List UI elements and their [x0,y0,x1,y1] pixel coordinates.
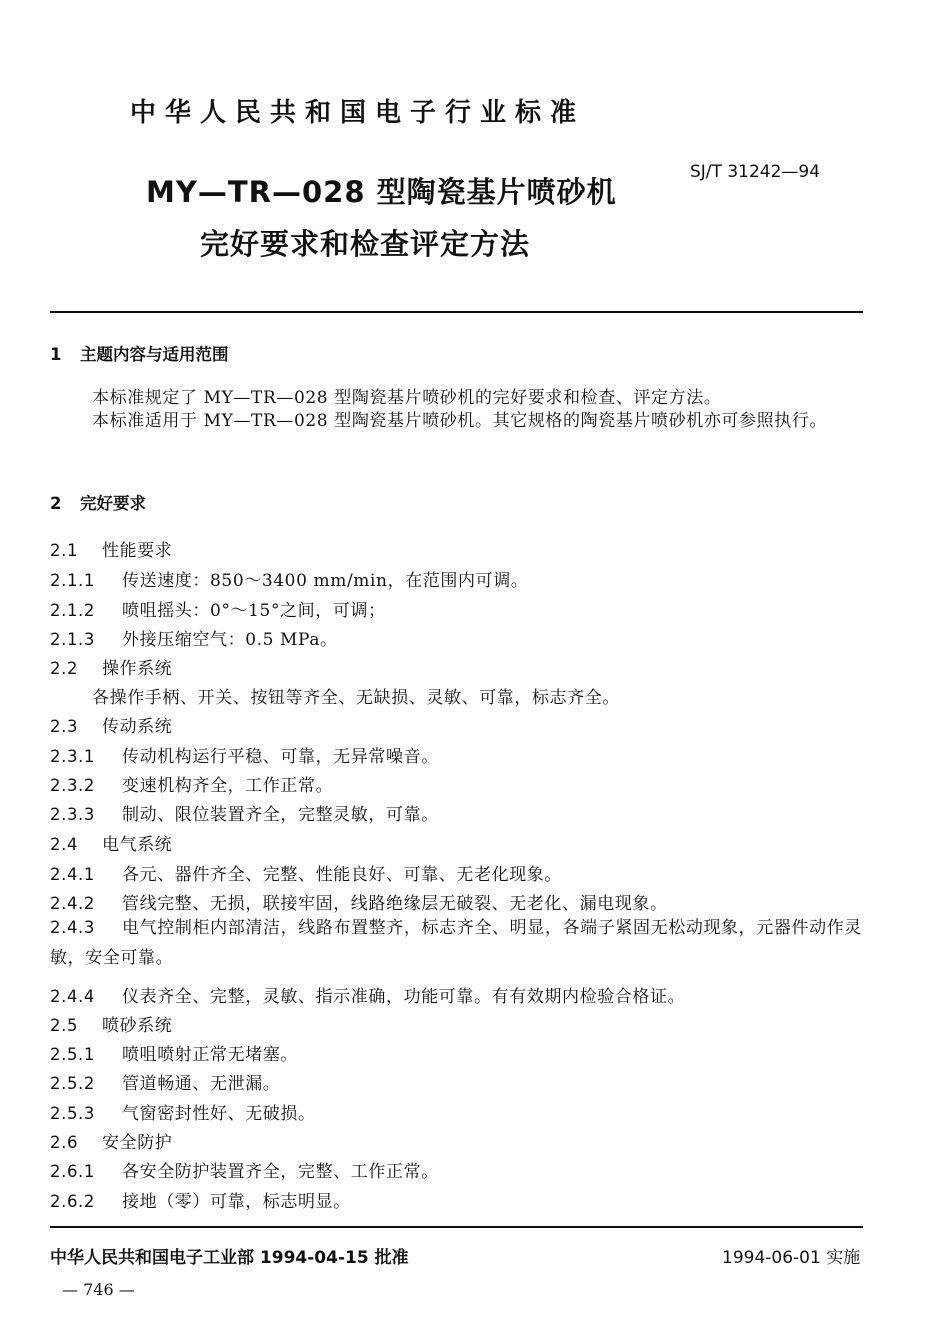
clause-2-1-1: 2.1.1 传送速度：850～3400 mm/min，在范围内可调。 [50,571,529,591]
footer-divider [50,1226,863,1228]
clause-2-4-4: 2.4.4 仪表齐全、完整，灵敏、指示准确，功能可靠。有有效期内检验合格证。 [50,987,686,1007]
clause-2-4-3: 2.4.3 电气控制柜内部清洁，线路布置整齐，标志齐全、明显，各端子紧固无松动现象，元器件动作灵敏，安全可靠。 [50,918,862,968]
clause-2-3: 2.3 传动系统 [50,717,173,737]
clause-2-5: 2.5 喷砂系统 [50,1016,173,1036]
section-title: 主题内容与适用范围 [80,345,229,364]
section-title: 完好要求 [80,494,146,513]
section-number: 1 [50,345,62,364]
clause-2-6: 2.6 安全防护 [50,1133,173,1153]
clause-2-5-3: 2.5.3 气窗密封性好、无破损。 [50,1104,316,1124]
section-number: 2 [50,494,62,513]
clause-2-5-2: 2.5.2 管道畅通、无泄漏。 [50,1074,281,1094]
clause-2-6-1: 2.6.1 各安全防护装置齐全，完整、工作正常。 [50,1162,439,1182]
clause-2-4-1: 2.4.1 各元、器件齐全、完整、性能良好、可靠、无老化现象。 [50,865,562,885]
clause-2-4: 2.4 电气系统 [50,835,173,855]
clause-2-3-1: 2.3.1 传动机构运行平稳、可靠，无异常噪音。 [50,747,439,767]
clause-2-5-1: 2.5.1 喷咀喷射正常无堵塞。 [50,1045,298,1065]
standard-banner: 中华人民共和国电子行业标准 [130,98,586,128]
section-1-paragraph-1: 本标准规定了 MY—TR—028 型陶瓷基片喷砂机的完好要求和检查、评定方法。 [92,388,722,408]
clause-2-1-3: 2.1.3 外接压缩空气：0.5 MPa。 [50,630,338,650]
standard-code: SJ/T 31242—94 [690,162,821,182]
approval-line: 中华人民共和国电子工业部 1994-04-15 批准 [50,1248,409,1268]
section-1-heading [50,341,229,365]
clause-2-4-2: 2.4.2 管线完整、无损，联接牢固，线路绝缘层无破裂、无老化、漏电现象。 [50,894,668,914]
clause-2-3-3: 2.3.3 制动、限位装置齐全，完整灵敏，可靠。 [50,805,439,825]
effective-date: 1994-06-01 实施 [722,1248,861,1268]
clause-2-2: 2.2 操作系统 [50,659,173,679]
document-title-line1: MY—TR—028 型陶瓷基片喷砂机 [146,175,617,209]
header-divider [50,311,863,313]
clause-2-2-body: 各操作手柄、开关、按钮等齐全、无缺损、灵敏、可靠，标志齐全。 [92,688,620,708]
clause-2-1-2: 2.1.2 喷咀摇头：0°～15°之间，可调； [50,601,386,621]
clause-2-3-2: 2.3.2 变速机构齐全，工作正常。 [50,776,334,796]
page-number: — 746 — [62,1280,135,1299]
clause-2-6-2: 2.6.2 接地（零）可靠，标志明显。 [50,1192,351,1212]
document-title-line2: 完好要求和检查评定方法 [200,227,531,261]
clause-2-1: 2.1 性能要求 [50,541,173,561]
section-2-heading [50,490,146,514]
section-1-paragraph-2: 本标准适用于 MY—TR—028 型陶瓷基片喷砂机。其它规格的陶瓷基片喷砂机亦可参照执行。 [92,411,828,431]
